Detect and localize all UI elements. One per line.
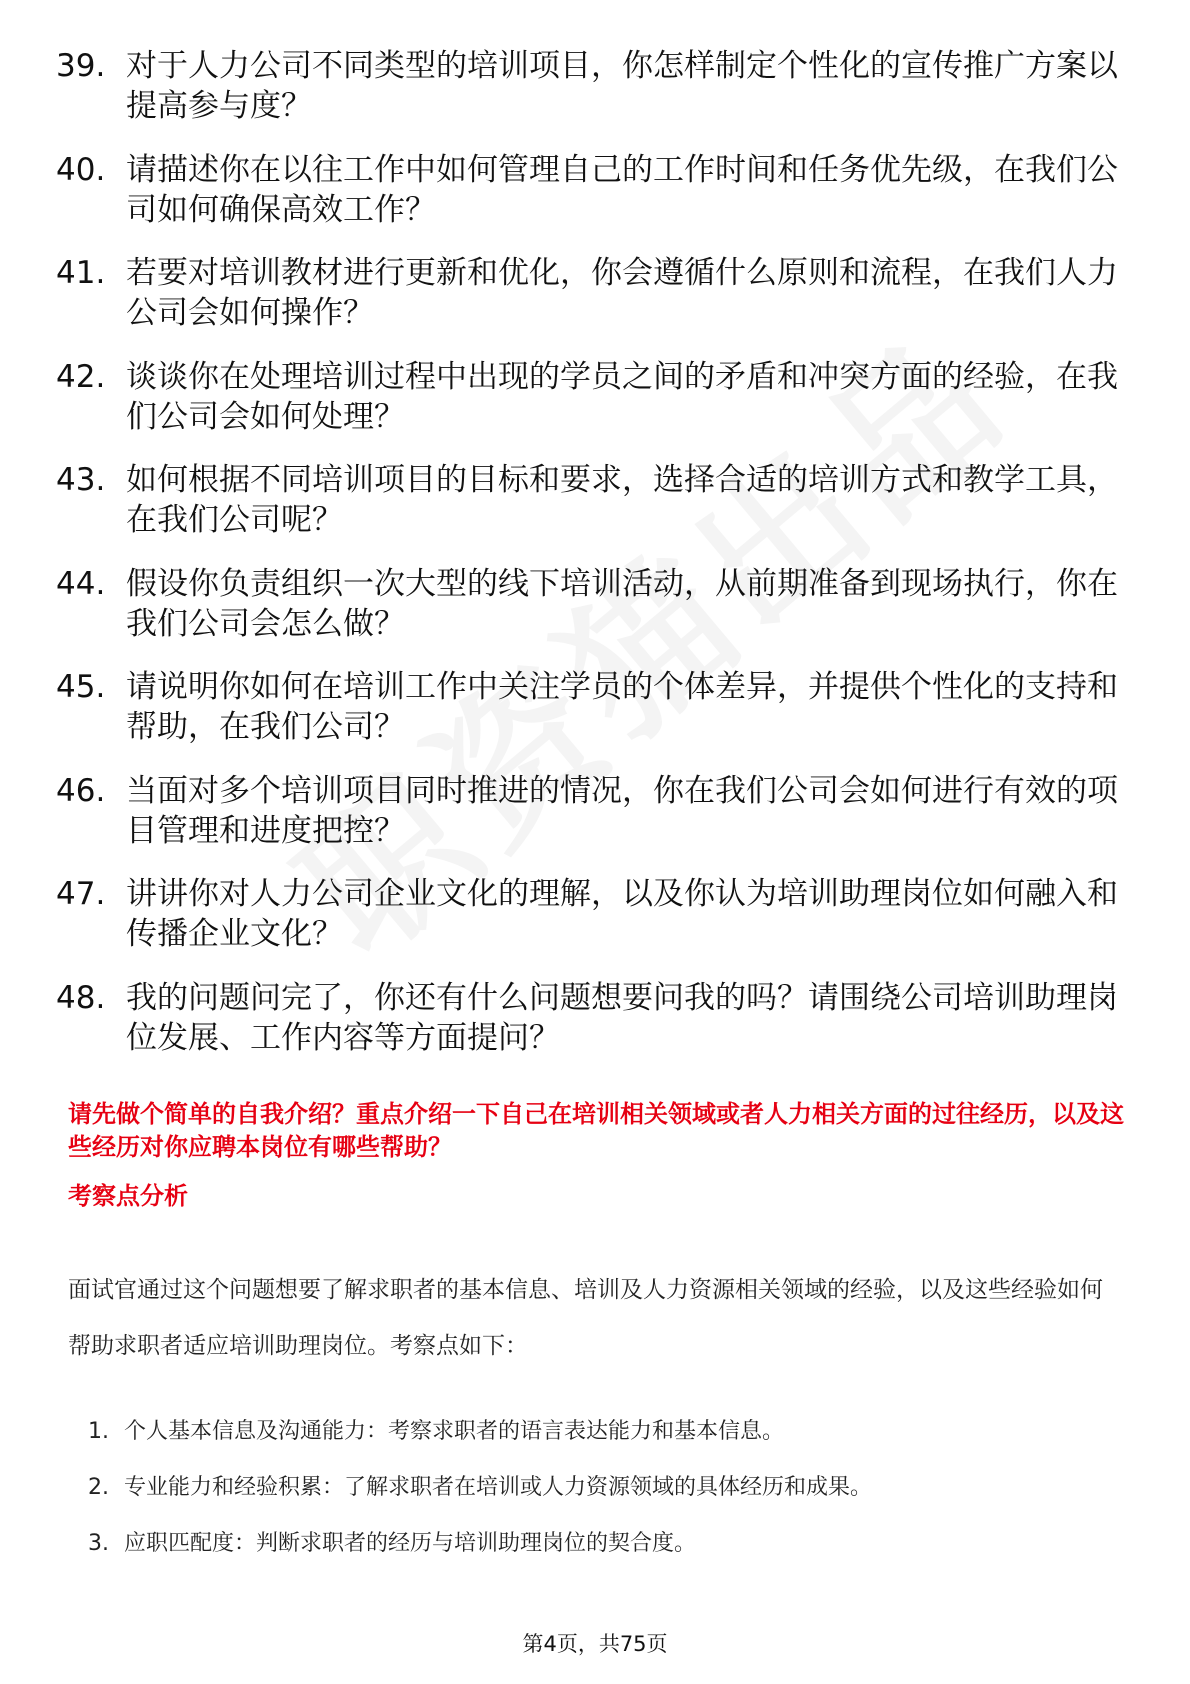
question-list	[56, 46, 1136, 1081]
question-item	[56, 460, 1136, 540]
question-number: 48.	[56, 979, 106, 1016]
question-item	[56, 253, 1136, 333]
question-text: 讲讲你对人力公司企业文化的理解，以及你认为培训助理岗位如何融入和传播企业文化？	[126, 876, 1118, 952]
assessment-points-list	[88, 1415, 1118, 1583]
question-item	[56, 978, 1136, 1058]
assessment-point	[88, 1471, 1118, 1505]
question-item	[56, 357, 1136, 437]
question-item	[56, 667, 1136, 747]
question-item	[56, 771, 1136, 851]
question-number: 45.	[56, 669, 106, 705]
question-item	[56, 564, 1136, 644]
point-text: 应职匹配度：判断求职者的经历与培训助理岗位的契合度。	[124, 1531, 697, 1556]
analysis-paragraph: 面试官通过这个问题想要了解求职者的基本信息、培训及人力资源相关领域的经验，以及这些经验如何帮助求职者适应培训助理岗位。考察点如下：	[68, 1277, 1103, 1359]
point-text: 专业能力和经验积累：了解求职者在培训或人力资源领域的具体经历和成果。	[124, 1475, 873, 1500]
question-number: 41.	[56, 255, 106, 291]
question-item	[56, 874, 1136, 954]
section-title: 考察点分析	[68, 1182, 188, 1210]
question-text: 请描述你在以往工作中如何管理自己的工作时间和任务优先级，在我们公司如何确保高效工作？	[126, 151, 1118, 228]
question-number: 39.	[56, 48, 106, 84]
question-number: 42.	[56, 358, 106, 395]
highlighted-question: 请先做个简单的自我介绍？重点介绍一下自己在培训相关领域或者人力相关方面的过往经历，以及这些经历对你应聘本岗位有哪些帮助？	[68, 1100, 1124, 1161]
question-text: 我的问题问完了，你还有什么问题想要问我的吗？请围绕公司培训助理岗位发展、工作内容等方面提问？	[126, 979, 1118, 1056]
assessment-point	[88, 1527, 1118, 1561]
question-text: 谈谈你在处理培训过程中出现的学员之间的矛盾和冲突方面的经验，在我们公司会如何处理？	[126, 358, 1118, 435]
question-text: 当面对多个培训项目同时推进的情况，你在我们公司会如何进行有效的项目管理和进度把控？	[126, 772, 1118, 849]
point-number: 1.	[88, 1419, 109, 1444]
assessment-point	[88, 1415, 1118, 1449]
question-text: 若要对培训教材进行更新和优化，你会遵循什么原则和流程，在我们人力公司会如何操作？	[126, 255, 1118, 331]
question-number: 43.	[56, 462, 106, 498]
question-number: 46.	[56, 772, 106, 809]
question-item	[56, 46, 1136, 126]
point-number: 2.	[88, 1475, 109, 1500]
question-text: 假设你负责组织一次大型的线下培训活动，从前期准备到现场执行，你在我们公司会怎么做？	[126, 565, 1118, 642]
question-text: 如何根据不同培训项目的目标和要求，选择合适的培训方式和教学工具，在我们公司呢？	[126, 462, 1118, 538]
question-number: 44.	[56, 565, 106, 602]
question-number: 40.	[56, 151, 106, 188]
question-item	[56, 150, 1136, 230]
page-footer: 第4页，共75页	[522, 1632, 668, 1656]
point-text: 个人基本信息及沟通能力：考察求职者的语言表达能力和基本信息。	[124, 1419, 785, 1444]
point-number: 3.	[88, 1531, 109, 1556]
question-text: 对于人力公司不同类型的培训项目，你怎样制定个性化的宣传推广方案以提高参与度？	[126, 48, 1118, 124]
question-number: 47.	[56, 876, 106, 912]
question-text: 请说明你如何在培训工作中关注学员的个体差异，并提供个性化的支持和帮助，在我们公司？	[126, 669, 1118, 745]
